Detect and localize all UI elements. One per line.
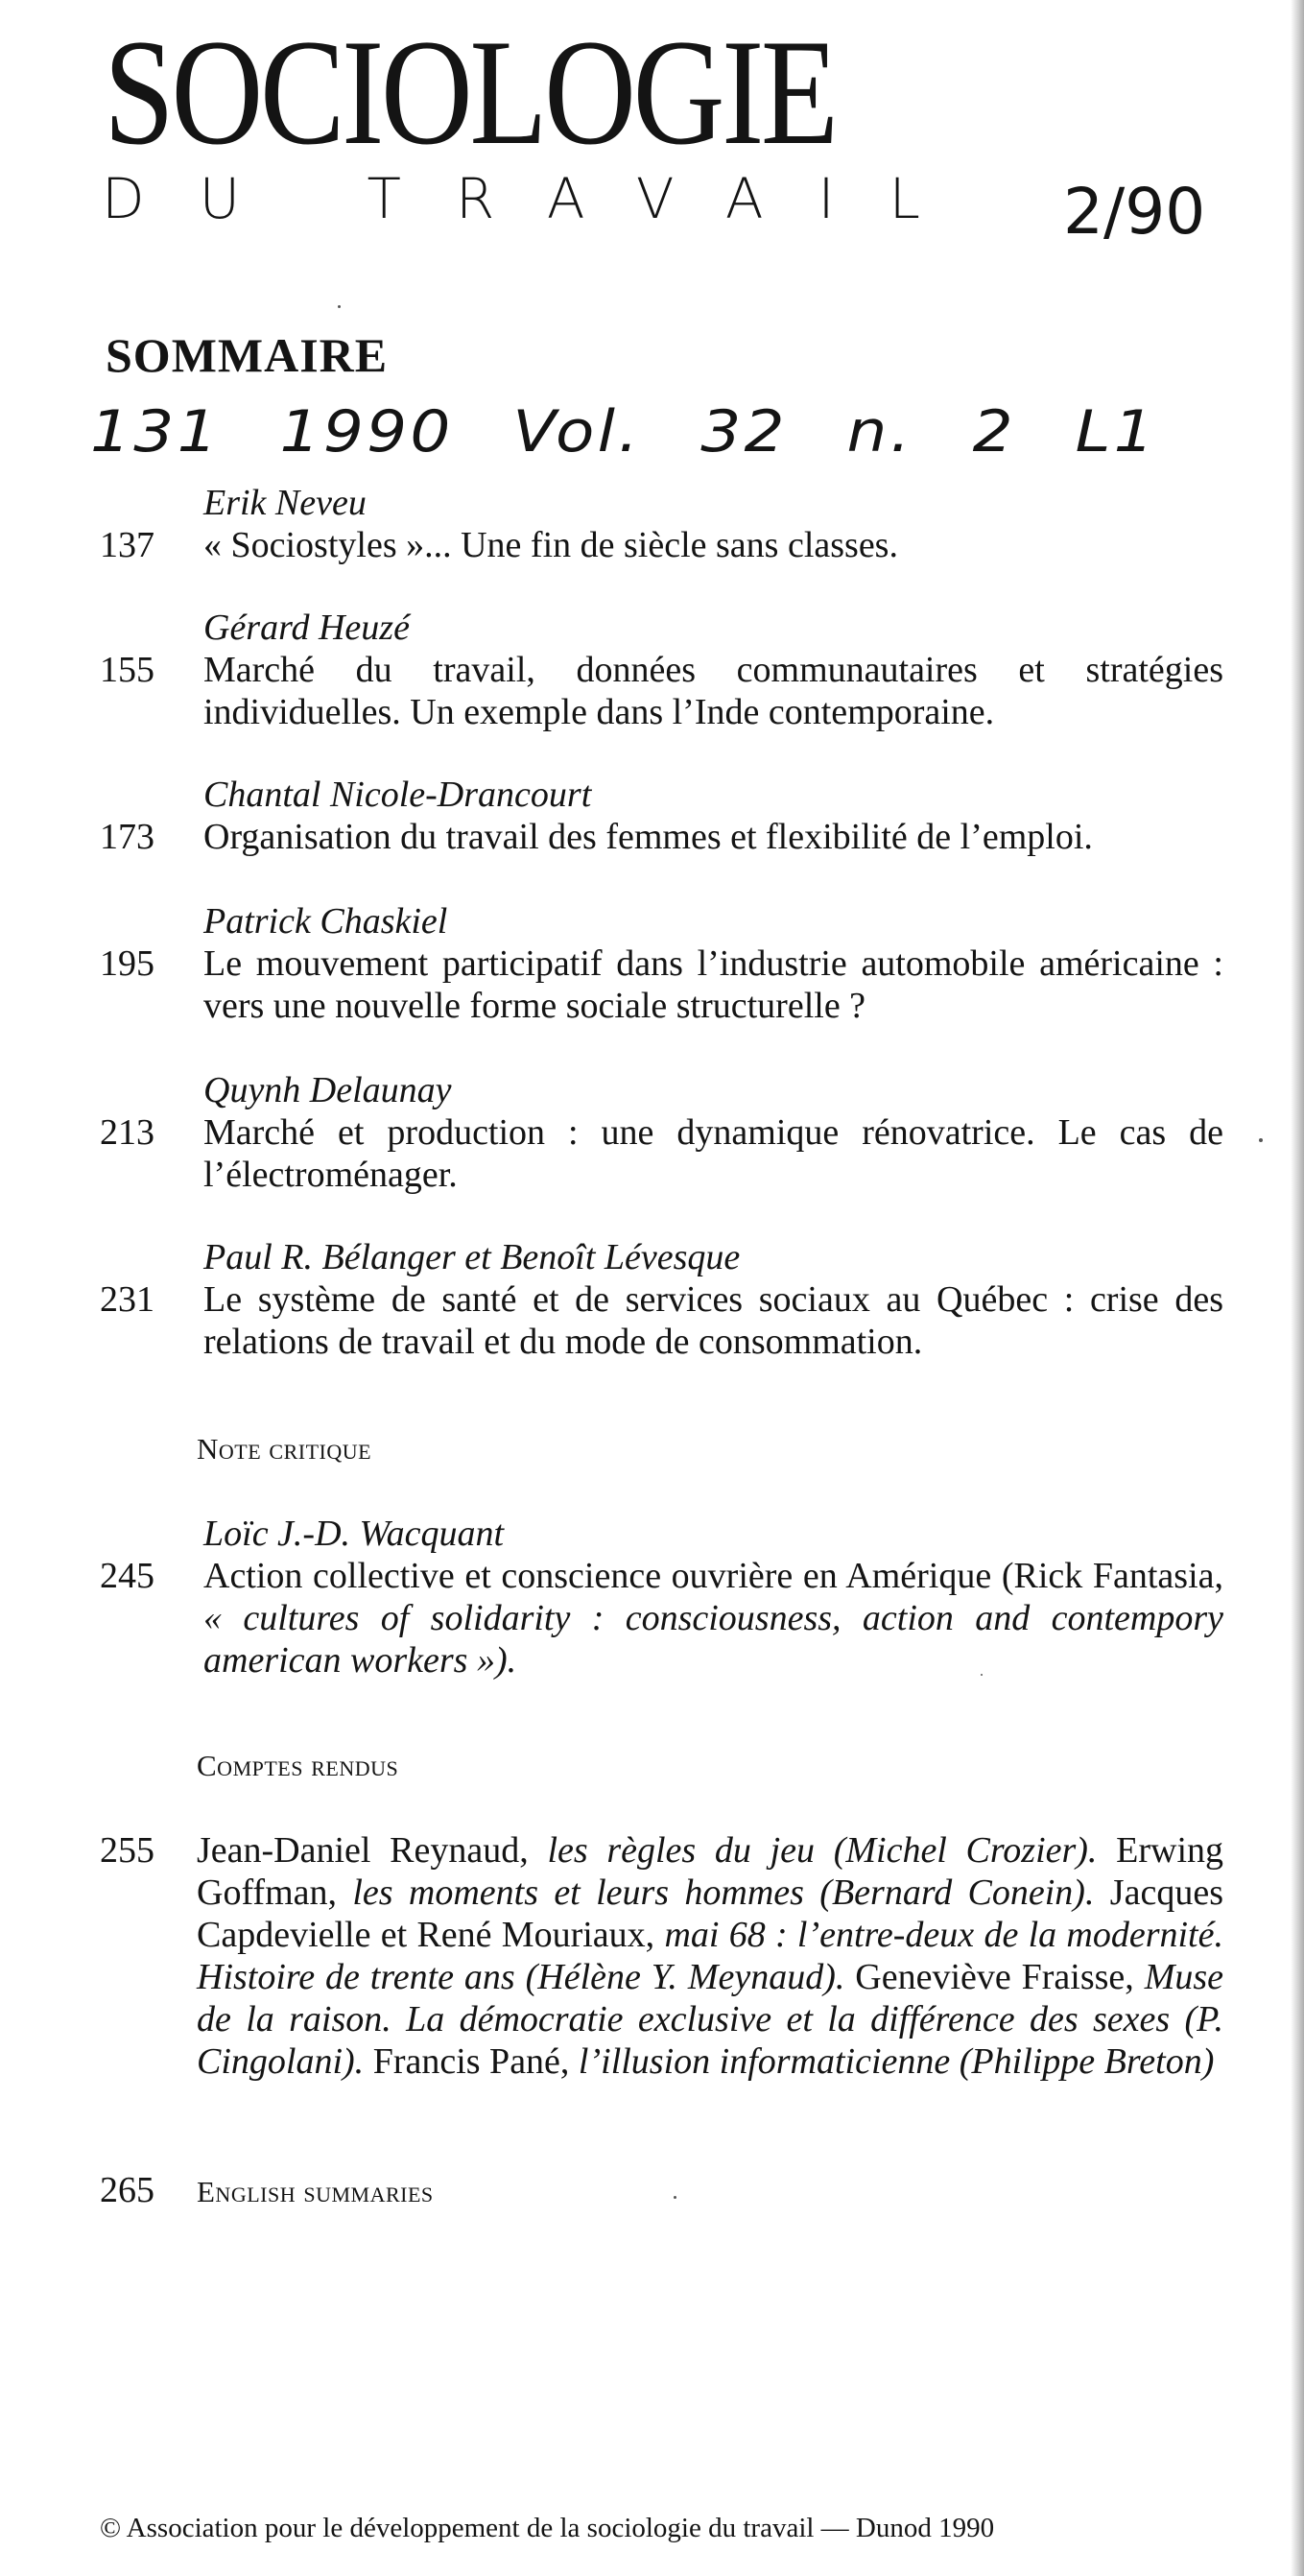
article-author: Quynh Delaunay bbox=[203, 1070, 452, 1110]
journal-subtitle: DU TRAVAIL bbox=[102, 166, 975, 231]
journal-title: SOCIOLOGIE bbox=[104, 9, 836, 177]
handwritten-call-number: 131 1990 Vol. 32 n. 2 L1 bbox=[90, 398, 1157, 465]
article-author: Chantal Nicole-Drancourt bbox=[203, 775, 592, 815]
english-summaries-page: 265 bbox=[100, 2170, 154, 2210]
scan-speck bbox=[1259, 1138, 1263, 1142]
article-title: Marché du travail, données communautaires et stratégies individuelles. Un exemple dans l’Inde contemporaine. bbox=[203, 650, 1223, 732]
article-title: Le mouvement participatif dans l’industrie automobile américaine : vers une nouvelle forme sociale structurelle ? bbox=[203, 943, 1223, 1026]
article-title: Le système de santé et de services sociaux au Québec : crise des relations de travail et du mode de consommation. bbox=[203, 1279, 1223, 1362]
review-author: Erwing Goffman, bbox=[197, 1830, 1223, 1913]
article-page: 231 bbox=[100, 1279, 154, 1320]
title-italic-text: « cultures of solidarity : consciousness, action and contempory american workers »). bbox=[203, 1598, 1223, 1681]
article-author: Erik Neveu bbox=[203, 483, 367, 523]
issue-number: 2/90 bbox=[1063, 175, 1206, 249]
scan-speck bbox=[674, 2196, 676, 2199]
copyright-line: © Association pour le développement de la sociologie du travail — Dunod 1990 bbox=[100, 2513, 995, 2543]
section-label-english-summaries: English summaries bbox=[197, 2175, 434, 2208]
article-author: Paul R. Bélanger et Benoît Lévesque bbox=[203, 1237, 741, 1277]
section-label-comptes-rendus: Comptes rendus bbox=[197, 1749, 399, 1782]
title-text: Action collective et conscience ouvrière en Amérique (Rick Fantasia, bbox=[203, 1556, 1223, 1596]
review-work-title: les règles du jeu (Michel Crozier). bbox=[547, 1830, 1098, 1871]
article-title: Marché et production : une dynamique rénovatrice. Le cas de l’électroménager. bbox=[203, 1112, 1223, 1195]
page-edge-shadow bbox=[1291, 0, 1304, 2576]
article-page: 173 bbox=[100, 817, 154, 857]
article-page: 137 bbox=[100, 525, 154, 565]
review-work-title: l’illusion informaticienne (Philippe Breton) bbox=[578, 2041, 1215, 2082]
article-title bbox=[203, 1555, 1223, 1682]
review-author: Francis Pané, bbox=[364, 2041, 579, 2082]
article-page: 195 bbox=[100, 943, 154, 984]
review-author: Jean-Daniel Reynaud, bbox=[197, 1830, 548, 1871]
reviews-text bbox=[197, 1829, 1223, 2083]
scan-speck bbox=[981, 1674, 983, 1676]
reviews-page: 255 bbox=[100, 1830, 154, 1871]
review-work-title: Muse de la raison. La démocratie exclusive et la différence des sexes (P. Cingolani). bbox=[197, 1957, 1224, 2082]
sommaire-heading: SOMMAIRE bbox=[106, 328, 389, 382]
article-page: 155 bbox=[100, 650, 154, 690]
review-author: Jacques Capdevielle et René Mouriaux, bbox=[197, 1872, 1223, 1955]
article-author: Patrick Chaskiel bbox=[203, 901, 448, 942]
review-author: Geneviève Fraisse, bbox=[844, 1957, 1145, 1997]
article-title: « Sociostyles »... Une fin de siècle sans classes. bbox=[203, 525, 898, 565]
scan-speck bbox=[338, 305, 341, 308]
review-work-title: les moments et leurs hommes (Bernard Conein). bbox=[352, 1872, 1095, 1913]
article-author: Loïc J.-D. Wacquant bbox=[203, 1514, 505, 1554]
article-page: 245 bbox=[100, 1556, 154, 1596]
section-label-note-critique: Note critique bbox=[197, 1432, 372, 1466]
article-title: Organisation du travail des femmes et flexibilité de l’emploi. bbox=[203, 817, 1093, 857]
article-author: Gérard Heuzé bbox=[203, 608, 410, 648]
review-work-title: mai 68 : l’entre-deux de la modernité. Histoire de trente ans (Hélène Y. Meynaud). bbox=[197, 1915, 1223, 1997]
article-page: 213 bbox=[100, 1112, 154, 1153]
